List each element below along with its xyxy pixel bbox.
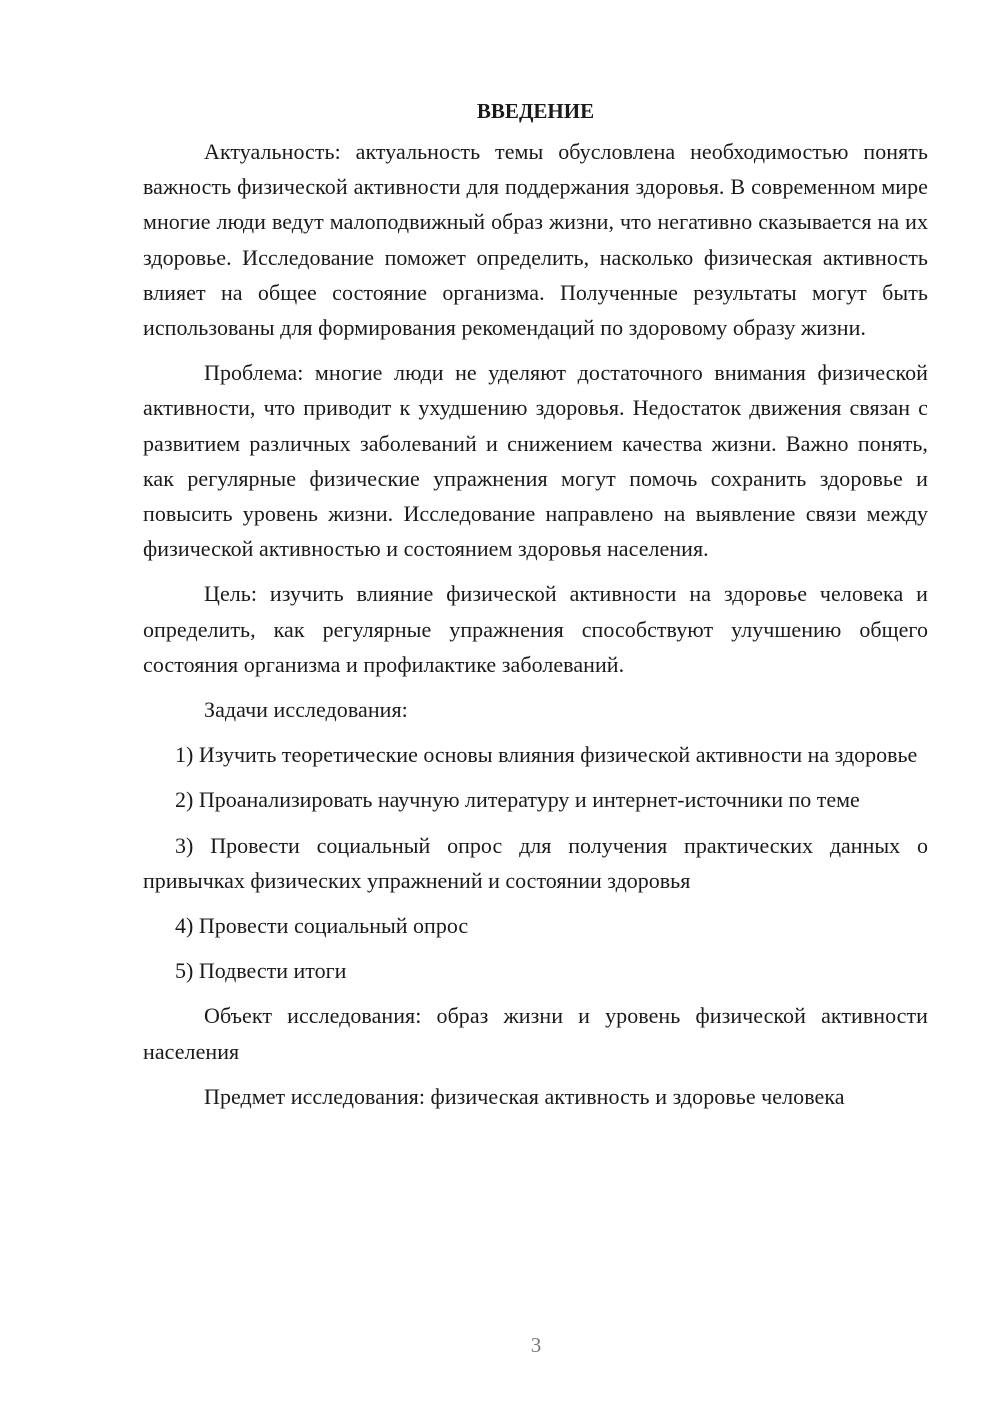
relevance-paragraph: Актуальность: актуальность темы обусловлена необходимостью понять важность физической активности для поддержания здоровья. В современном мире многие люди ведут малоподвижный образ жизни, что негативно сказывается на их здоровье. Исследование поможет определить, насколько физическая активность влияет на общее состояние организма. Полученные результаты могут быть использованы для формирования рекомендаций по здоровому образу жизни. bbox=[143, 139, 928, 341]
task-item: 3) Провести социальный опрос для получения практических данных о привычках физических упражнений и состоянии здоровья bbox=[143, 832, 928, 893]
page-number: 3 bbox=[530, 1333, 542, 1357]
task-item: 2) Проанализировать научную литературу и интернет-источники по теме bbox=[175, 787, 860, 813]
tasks-heading: Задачи исследования: bbox=[204, 697, 408, 723]
task-item: 4) Провести социальный опрос bbox=[175, 913, 469, 939]
problem-paragraph: Проблема: многие люди не уделяют достаточного внимания физической активности, что приводит к ухудшению здоровья. Недостаток движения связан с развитием различных заболеваний и снижением качества жизни. Важно понять, как регулярные физические упражнения могут помочь сохранить здоровье и повысить уровень жизни. Исследование направлено на выявление связи между физической активностью и состоянием здоровья населения. bbox=[143, 360, 928, 562]
task-item: 1) Изучить теоретические основы влияния физической активности на здоровье bbox=[175, 742, 918, 768]
object-paragraph: Объект исследования: образ жизни и уровень физической активности населения bbox=[143, 1003, 928, 1064]
goal-paragraph: Цель: изучить влияние физической активности на здоровье человека и определить, как регулярные упражнения способствуют улучшению общего состояния организма и профилактике заболеваний. bbox=[143, 581, 928, 677]
subject-paragraph: Предмет исследования: физическая активность и здоровье человека bbox=[204, 1083, 845, 1109]
task-item: 5) Подвести итоги bbox=[175, 958, 347, 984]
page-content bbox=[143, 96, 928, 1124]
section-title: ВВЕДЕНИЕ bbox=[476, 99, 595, 123]
